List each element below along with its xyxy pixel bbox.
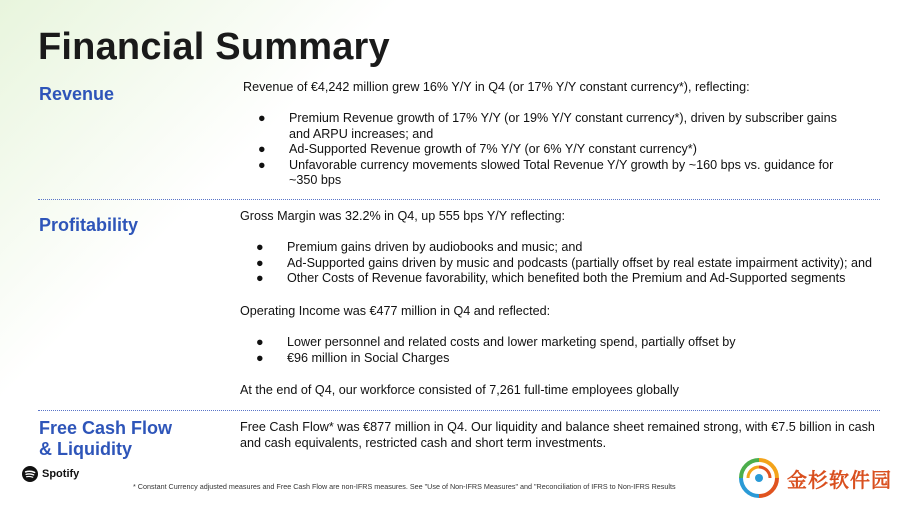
- footnote: * Constant Currency adjusted measures and Free Cash Flow are non-IFRS measures. See "Use of Non-IFRS Measures" and "Reconciliation of IFRS to Non-IFRS Results: [133, 482, 676, 491]
- gross-margin-bullet-list: [256, 240, 896, 287]
- bullet-icon: ●: [256, 335, 264, 349]
- section-label-profitability: Profitability: [39, 215, 139, 235]
- page-title: Financial Summary: [38, 26, 390, 68]
- list-item: ● Other Costs of Revenue favorability, which benefited both the Premium and Ad-Supported segments: [256, 271, 846, 286]
- list-item: ● Premium gains driven by audiobooks and music; and: [256, 240, 583, 254]
- brand-logo: [22, 466, 79, 482]
- bullet-icon: ●: [256, 350, 264, 365]
- workforce-text: At the end of Q4, our workforce consisted of 7,261 full-time employees globally: [240, 383, 679, 397]
- section-label-revenue: Revenue: [39, 84, 115, 104]
- list-item: ● €96 million in Social Charges: [256, 350, 450, 365]
- list-item: ● Premium Revenue growth of 17% Y/Y (or 19% Y/Y constant currency*), driven by subscriber gains and ARPU increases; and: [258, 111, 837, 141]
- bullet-icon: ●: [256, 271, 264, 286]
- list-item: ● Unfavorable currency movements slowed Total Revenue Y/Y growth by ~160 bps vs. guidance for ~350 bps: [258, 157, 834, 188]
- fcf-text: Free Cash Flow* was €877 million in Q4. Our liquidity and balance sheet remained strong, with €7.5 billion in cash and cash equivalents, restricted cash and short term investments.: [240, 420, 875, 450]
- bullet-icon: ●: [256, 255, 264, 270]
- watermark: [737, 456, 892, 500]
- brand-name: Spotify: [42, 468, 80, 480]
- operating-income-intro: Operating Income was €477 million in Q4 and reflected:: [240, 304, 551, 318]
- bullet-icon: ●: [258, 111, 266, 125]
- section-divider: [38, 199, 880, 200]
- revenue-bullet-list: [258, 111, 858, 189]
- gross-margin-intro: Gross Margin was 32.2% in Q4, up 555 bps Y/Y reflecting:: [240, 209, 566, 223]
- section-label-fcf: [39, 418, 172, 460]
- watermark-logo-icon: [737, 456, 781, 500]
- bullet-icon: ●: [258, 157, 266, 172]
- revenue-intro: Revenue of €4,242 million grew 16% Y/Y in Q4 (or 17% Y/Y constant currency*), reflecting:: [243, 80, 750, 94]
- spotify-logo-icon: [22, 466, 38, 482]
- bullet-icon: ●: [258, 142, 266, 157]
- list-item: ● Ad-Supported Revenue growth of 7% Y/Y (or 6% Y/Y constant currency*): [258, 142, 697, 157]
- bullet-icon: ●: [256, 240, 264, 254]
- section-divider: [38, 410, 880, 411]
- fcf-label-line1: Free Cash Flow: [39, 418, 173, 438]
- list-item: ● Lower personnel and related costs and lower marketing spend, partially offset by: [256, 335, 736, 349]
- list-item: ● Ad-Supported gains driven by music and podcasts (partially offset by real estate impairment activity); and: [256, 255, 872, 270]
- watermark-text: 金杉软件园: [787, 469, 892, 492]
- operating-income-bullet-list: [256, 335, 856, 366]
- fcf-label-line2: & Liquidity: [39, 439, 132, 459]
